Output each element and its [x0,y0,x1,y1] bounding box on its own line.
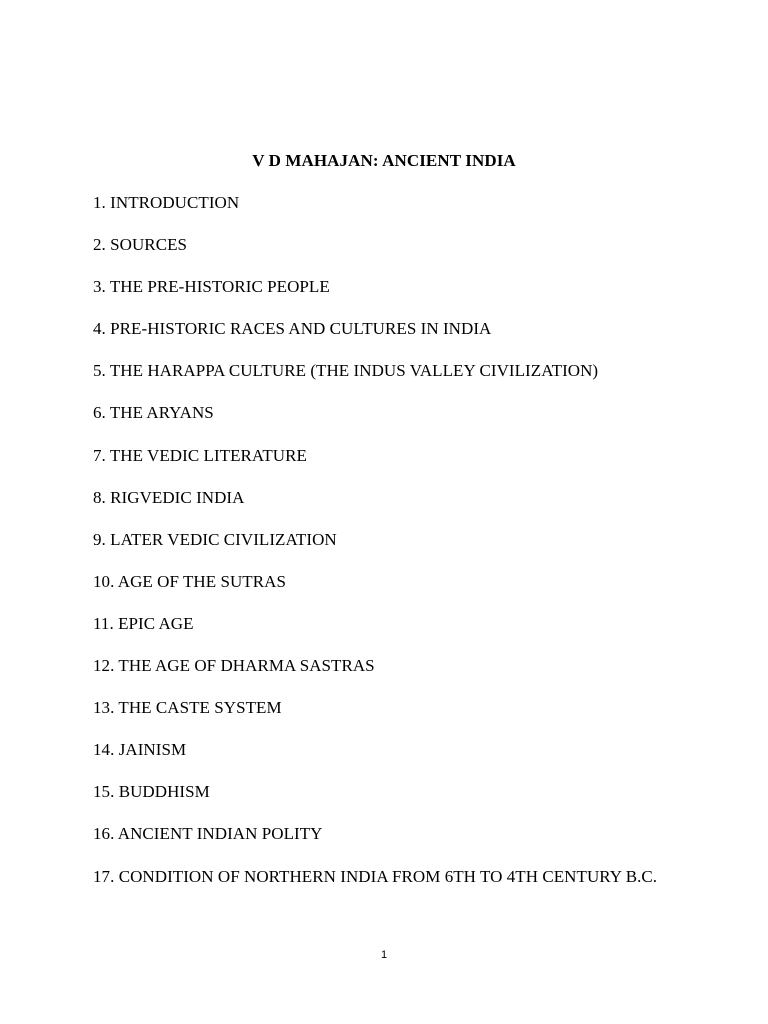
toc-item-1: 1. INTRODUCTION [93,193,240,212]
toc-item-13: 13. THE CASTE SYSTEM [93,698,282,718]
toc-item-12: 12. THE AGE OF DHARMA SASTRAS [93,656,375,676]
table-of-contents [93,192,673,908]
toc-item-14: 14. JAINISM [93,740,187,760]
toc-item-6: 6. THE ARYANS [93,403,214,423]
toc-item-16: 16. ANCIENT INDIAN POLITY [93,824,323,844]
toc-item-3: 3. THE PRE-HISTORIC PEOPLE [93,277,330,297]
toc-item-10: 10. AGE OF THE SUTRAS [93,571,286,591]
toc-item-8: 8. RIGVEDIC INDIA [93,487,245,507]
toc-item-4: 4. PRE-HISTORIC RACES AND CULTURES IN INDIA [93,319,492,339]
document-title: V D MAHAJAN: ANCIENT INDIA [252,151,516,170]
toc-item-7: 7. THE VEDIC LITERATURE [93,445,307,465]
page-number: 1 [380,949,388,961]
toc-item-11: 11. EPIC AGE [93,613,194,633]
toc-item-17: 17. CONDITION OF NORTHERN INDIA FROM 6TH TO 4TH CENTURY B.C. [93,866,658,886]
toc-item-5: 5. THE HARAPPA CULTURE (THE INDUS VALLEY CIVILIZATION) [93,361,599,381]
toc-item-2: 2. SOURCES [93,235,188,255]
toc-item-9: 9. LATER VEDIC CIVILIZATION [93,529,337,549]
toc-item-15: 15. BUDDHISM [93,782,210,802]
